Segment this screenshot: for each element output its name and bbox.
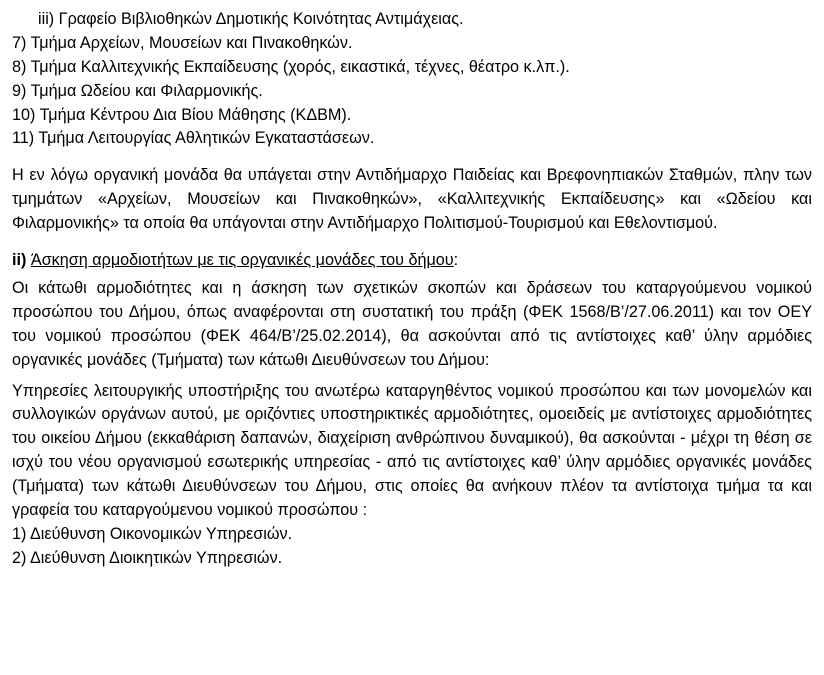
section-number: ii)	[12, 251, 27, 270]
list-item-unit-library-office: iii) Γραφείο Βιβλιοθηκών Δημοτικής Κοινότητας Αντιμάχειας.	[38, 10, 464, 28]
section-title: Άσκηση αρμοδιοτήτων με τις οργανικές μονάδες του δήμου	[30, 251, 454, 270]
list-item-unit-archives: 7) Τμήμα Αρχείων, Μουσείων και Πινακοθηκών.	[12, 33, 353, 52]
list-item-directorate-administration: 2) Διεύθυνση Διοικητικών Υπηρεσιών.	[12, 548, 283, 567]
list-item-unit-sports-facilities: 11) Τμήμα Λειτουργίας Αθλητικών Εγκαταστάσεων.	[12, 129, 375, 148]
section-title-suffix: :	[453, 251, 459, 270]
section-heading	[12, 249, 812, 273]
paragraph-spacer	[12, 236, 812, 249]
paragraph-services: Υπηρεσίες λειτουργικής υποστήριξης του ανωτέρω καταργηθέντος νομικού προσώπου και των μονομελών και συλλογικών οργάνων αυτού, με οριζόντιες υποστηρικτικές αρμοδιότητες, ομοειδείς με αντίστοιχες αρμοδιότητες του οικείου Δήμου (εκκαθάριση δαπανών, διαχείριση ανθρώπινου δυναμικού), θα ασκούνται - μέχρι τη θέση σε ισχύ του νέου οργανισμού εσωτερικής υπηρεσίας - από τις αντίστοιχες καθ’ ύλην αρμόδιες οργανικές μονάδες (Τμήματα) των κάτωθι Διευθύνσεων του Δήμου, στις οποίες θα ανήκουν πλέον τα αντίστοιχα τμήμα τα και γραφεία του καταργούμενου νομικού προσώπου :	[12, 381, 812, 520]
list-item-unit-conservatory: 9) Τμήμα Ωδείου και Φιλαρμονικής.	[12, 81, 263, 100]
list-item-directorate-finance: 1) Διεύθυνση Οικονομικών Υπηρεσιών.	[12, 525, 293, 544]
paragraph-competences: Οι κάτωθι αρμοδιότητες και η άσκηση των σχετικών σκοπών και δράσεων του καταργούμενου νομικού προσώπου του Δήμου, όπως αναφέρονται στη συστατική του πράξη (ΦΕΚ 1568/Β’/27.06.2011) και τον ΟΕΥ του νομικού προσώπου (ΦΕΚ 464/Β’/25.02.2014), θα ασκούνται από τις αντίστοιχες καθ’ ύλην αρμόδιες οργανικές μονάδες (Τμήματα) των κάτωθι Διευθύνσεων του Δήμου:	[12, 278, 812, 369]
paragraph-supervision: Η εν λόγω οργανική μονάδα θα υπάγεται στην Αντιδήμαρχο Παιδείας και Βρεφονηπιακών Σταθμών, πλην των τμημάτων «Αρχείων, Μουσείων και Πινακοθηκών», «Καλλιτεχνικής Εκπαίδευσης» και «Ωδείου και Φιλαρμονικής» τα οποία θα υπάγονται στην Αντιδήμαρχο Πολιτισμού-Τουρισμού και Εθελοντισμού.	[12, 166, 812, 233]
list-item-unit-lifelong-learning: 10) Τμήμα Κέντρου Δια Βίου Μάθησης (ΚΔΒΜ).	[12, 105, 352, 124]
paragraph-spacer	[12, 373, 812, 380]
list-item-unit-art-education: 8) Τμήμα Καλλιτεχνικής Εκπαίδευσης (χορός, εικαστικά, τέχνες, θέατρο κ.λπ.).	[12, 57, 570, 76]
document-page	[12, 0, 812, 571]
paragraph-spacer	[12, 151, 812, 164]
